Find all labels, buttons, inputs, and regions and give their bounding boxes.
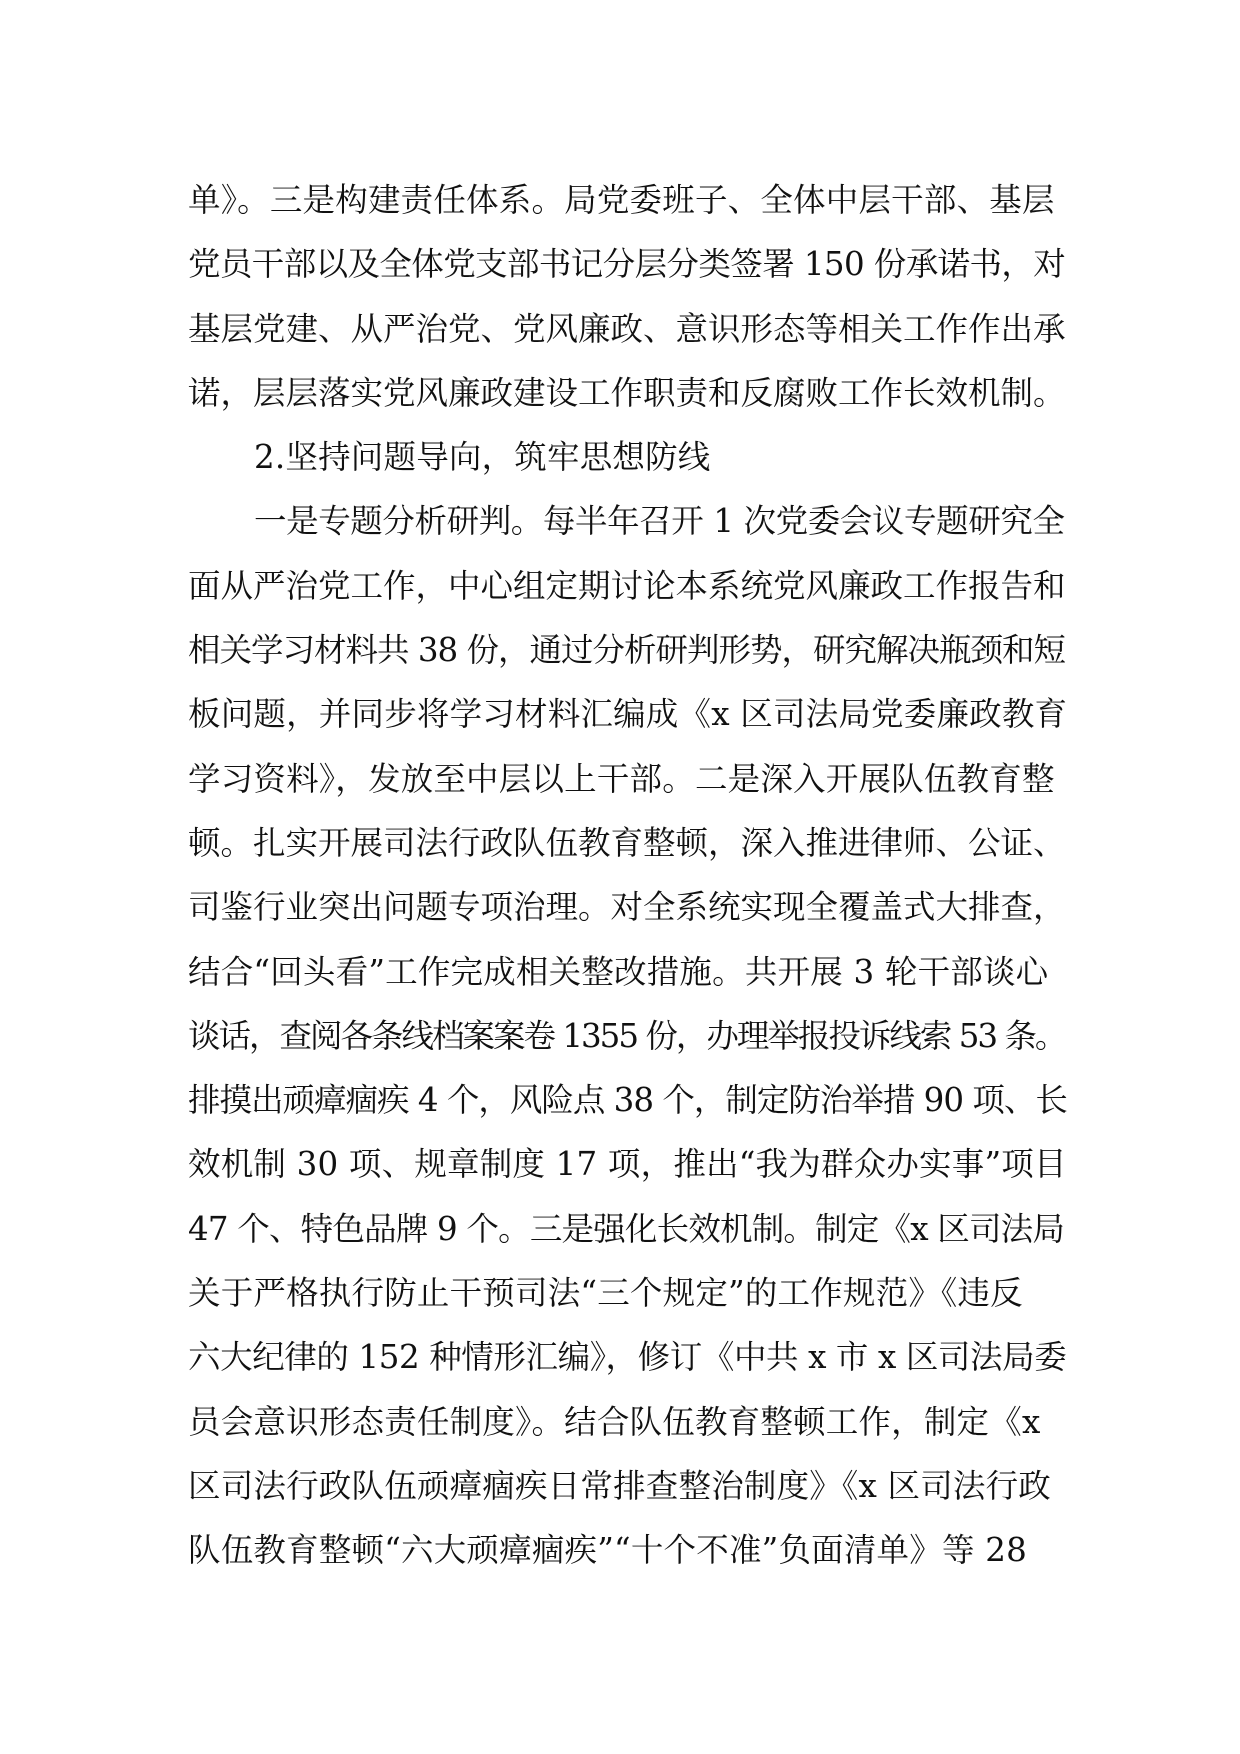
text-line: 排摸出顽瘴痼疾 4 个，风险点 38 个，制定防治举措 90 项、长 — [188, 1081, 1067, 1120]
text-line: 结合“回头看”工作完成相关整改措施。共开展 3 轮干部谈心 — [188, 952, 1049, 991]
text-line: 六大纪律的 152 种情形汇编》，修订《中共 x 市 x 区司法局委 — [188, 1338, 1067, 1377]
text-line: 队伍教育整顿“六大顽瘴痼疾”“十个不准”负面清单》等 28 — [188, 1531, 1027, 1570]
text-line: 党员干部以及全体党支部书记分层分类签署 150 份承诺书，对 — [188, 245, 1066, 284]
text-line: 谈话，查阅各条线档案案卷 1355 份，办理举报投诉线索 53 条。 — [188, 1016, 1066, 1055]
text-line: 单》。三是构建责任体系。局党委班子、全体中层干部、基层 — [188, 181, 1055, 219]
text-line: 学习资料》，发放至中层以上干部。二是深入开展队伍教育整 — [188, 759, 1055, 798]
text-line: 效机制 30 项、规章制度 17 项，推出“我为群众办实事”项目 — [188, 1145, 1067, 1184]
paragraph-start: 一是专题分析研判。每半年召开 1 次党委会议专题研究全 — [254, 502, 1065, 541]
text-line: 板问题，并同步将学习材料汇编成《x 区司法局党委廉政教育 — [188, 695, 1068, 734]
text-line: 员会意识形态责任制度》。结合队伍教育整顿工作，制定《x — [188, 1402, 1041, 1441]
text-line: 面从严治党工作，中心组定期讨论本系统党风廉政工作报告和 — [188, 566, 1066, 605]
text-line: 47 个、特色品牌 9 个。三是强化长效机制。制定《x 区司法局 — [188, 1209, 1065, 1248]
body-text — [188, 168, 1068, 1583]
text-line: 关于严格执行防止干预司法“三个规定”的工作规范》《违反 — [188, 1274, 1023, 1313]
text-line: 顿。扎实开展司法行政队伍教育整顿，深入推进律师、公证、 — [188, 823, 1066, 862]
text-line: 相关学习材料共 38 份，通过分析研判形势，研究解决瓶颈和短 — [188, 631, 1066, 670]
section-heading: 2.坚持问题导向，筑牢思想防线 — [254, 438, 711, 477]
text-line: 司鉴行业突出问题专项治理。对全系统实现全覆盖式大排查， — [188, 888, 1066, 927]
text-line: 区司法行政队伍顽瘴痼疾日常排查整治制度》《x 区司法行政 — [188, 1466, 1052, 1505]
text-line: 基层党建、从严治党、党风廉政、意识形态等相关工作作出承 — [188, 309, 1066, 348]
text-line: 诺，层层落实党风廉政建设工作职责和反腐败工作长效机制。 — [188, 373, 1066, 412]
